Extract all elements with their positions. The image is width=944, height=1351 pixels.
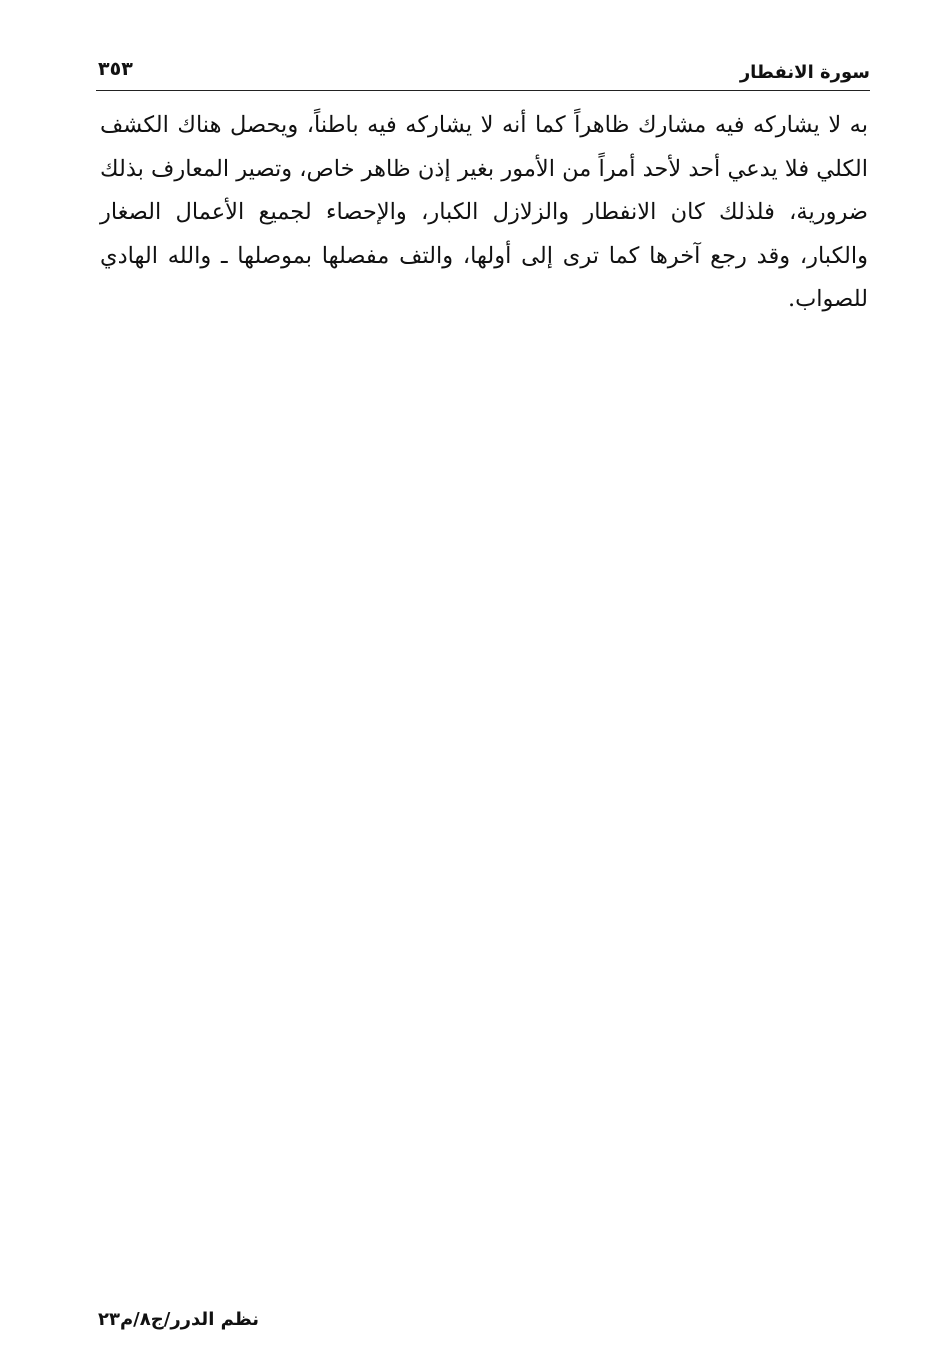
running-header [96, 56, 870, 91]
main-text [100, 104, 868, 322]
surah-title: سورة الانفطار [739, 62, 870, 83]
page-number: ٣٥٣ [98, 58, 133, 80]
body-paragraph: به لا يشاركه فيه مشارك ظاهراً كما أنه لا يشاركه فيه باطناً، ويحصل هناك الكشف الكلي فلا يدعي أحد لأحد أمراً من الأمور بغير إذن ظاهر خاص، وتصير المعارف بذلك ضرورية، فلذلك كان الانفطار والزلازل الكبار، والإحصاء لجميع الأعمال الصغار والكبار، وقد رجع آخرها كما ترى إلى أولها، والتف مفصلها بموصلها ـ والله الهادي للصواب. [100, 112, 868, 312]
footer-signature: نظم الدرر/ج٨/م٢٣ [98, 1309, 260, 1330]
